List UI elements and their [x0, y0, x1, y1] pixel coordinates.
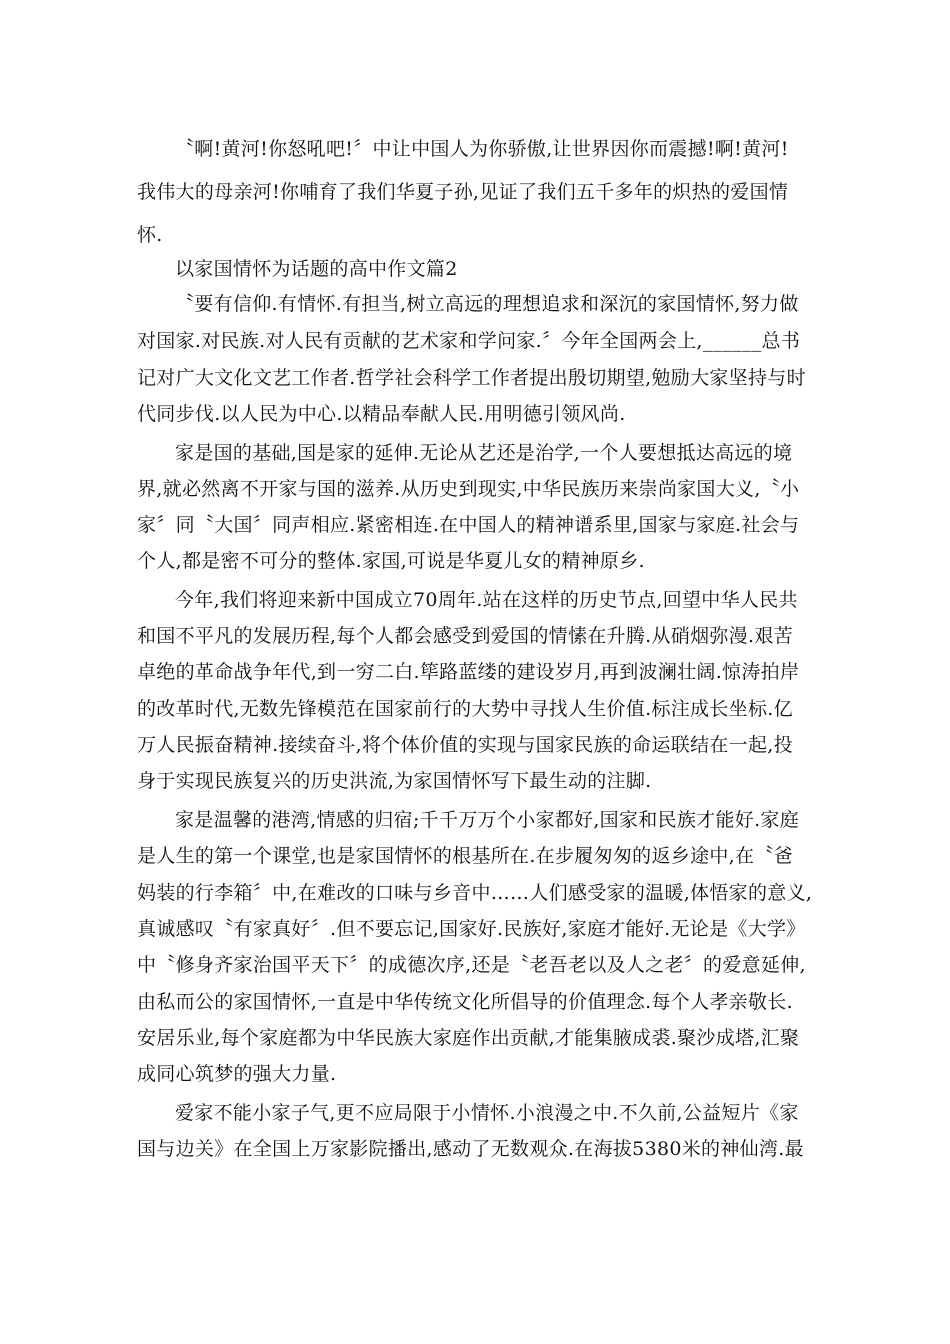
paragraph-line: 的改革时代,无数先锋模范在国家前行的大势中寻找人生价值.标注成长坐标.亿 — [137, 698, 793, 720]
paragraph-line: 对国家.对民族.对人民有贡献的艺术家和学问家.〞今年全国两会上,______总书 — [137, 330, 801, 352]
paragraph-line: 家是国的基础,国是家的延伸.无论从艺还是治学,一个人要想抵达高远的境 — [175, 442, 793, 464]
paragraph-line: 由私而公的家国情怀,一直是中华传统文化所倡导的价值理念.每个人孝亲敬长. — [137, 991, 793, 1013]
paragraph-line: 界,就必然离不开家与国的滋养.从历史到现实,中华民族历来崇尚家国大义,〝小 — [137, 478, 800, 500]
paragraph-line: 记对广大文化文艺工作者.哲学社会科学工作者提出殷切期望,勉励大家坚持与时 — [137, 367, 806, 389]
paragraph-line: 怀. — [137, 224, 163, 246]
paragraph-line: 爱家不能小家子气,更不应局限于小情怀.小浪漫之中.不久前,公益短片《家 — [175, 1102, 799, 1124]
paragraph-line: 我伟大的母亲河!你哺育了我们华夏子孙,见证了我们五千多年的炽热的爱国情 — [137, 181, 789, 203]
paragraph-line: 国与边关》在全国上万家影院播出,感动了无数观众.在海拔5380米的神仙湾.最 — [137, 1138, 804, 1160]
paragraph-line: 成同心筑梦的强大力量. — [137, 1063, 337, 1085]
paragraph-line: 〝啊!黄河!你怒吼吧!〞中让中国人为你骄傲,让世界因你而震撼!啊!黄河! — [175, 138, 789, 160]
paragraph-line: 今年,我们将迎来新中国成立70周年.站在这样的历史节点,回望中华人民共 — [175, 589, 798, 611]
paragraph-line: 是人生的第一个课堂,也是家国情怀的根基所在.在步履匆匆的返乡途中,在〝爸 — [137, 845, 793, 867]
paragraph-line: 妈装的行李箱〞中,在难改的口味与乡音中……人们感受家的温暖,体悟家的意义, — [137, 882, 813, 904]
paragraph-line: 真诚感叹〝有家真好〞.但不要忘记,国家好.民族好,家庭才能好.无论是《大学》 — [137, 918, 806, 940]
paragraph-line: 个人,都是密不可分的整体.家国,可说是华夏儿女的精神原乡. — [137, 550, 645, 572]
paragraph-line: 卓绝的革命战争年代,到一穷二白.筚路蓝缕的建设岁月,再到波澜壮阔.惊涛拍岸 — [137, 661, 800, 683]
paragraph-line: 家是温馨的港湾,情感的归宿;千千万万个小家都好,国家和民族才能好.家庭 — [175, 809, 800, 831]
paragraph-line: 家〞同〝大国〞同声相应.紧密相连.在中国人的精神谱系里,国家与家庭.社会与 — [137, 514, 800, 536]
paragraph-line: 和国不平凡的发展历程,每个人都会感受到爱国的情愫在升腾.从硝烟弥漫.艰苦 — [137, 625, 793, 647]
paragraph-line: 万人民振奋精神.接续奋斗,将个体价值的实现与国家民族的命运联结在一起,投 — [137, 734, 793, 756]
paragraph-line: 安居乐业,每个家庭都为中华民族大家庭作出贡献,才能集腋成裘.聚沙成塔,汇聚 — [137, 1027, 800, 1049]
paragraph-line: 〝要有信仰.有情怀.有担当,树立高远的理想追求和深沉的家国情怀,努力做 — [175, 293, 799, 315]
paragraph-line: 身于实现民族复兴的历史洪流,为家国情怀写下最生动的注脚. — [137, 770, 652, 792]
paragraph-line: 代同步伐.以人民为中心.以精品奉献人民.用明德引领风尚. — [137, 403, 626, 425]
paragraph-line: 中〝修身齐家治国平天下〞的成德次序,还是〝老吾老以及人之老〞的爱意延伸, — [137, 954, 806, 976]
section-heading: 以家国情怀为话题的高中作文篇2 — [175, 258, 458, 280]
